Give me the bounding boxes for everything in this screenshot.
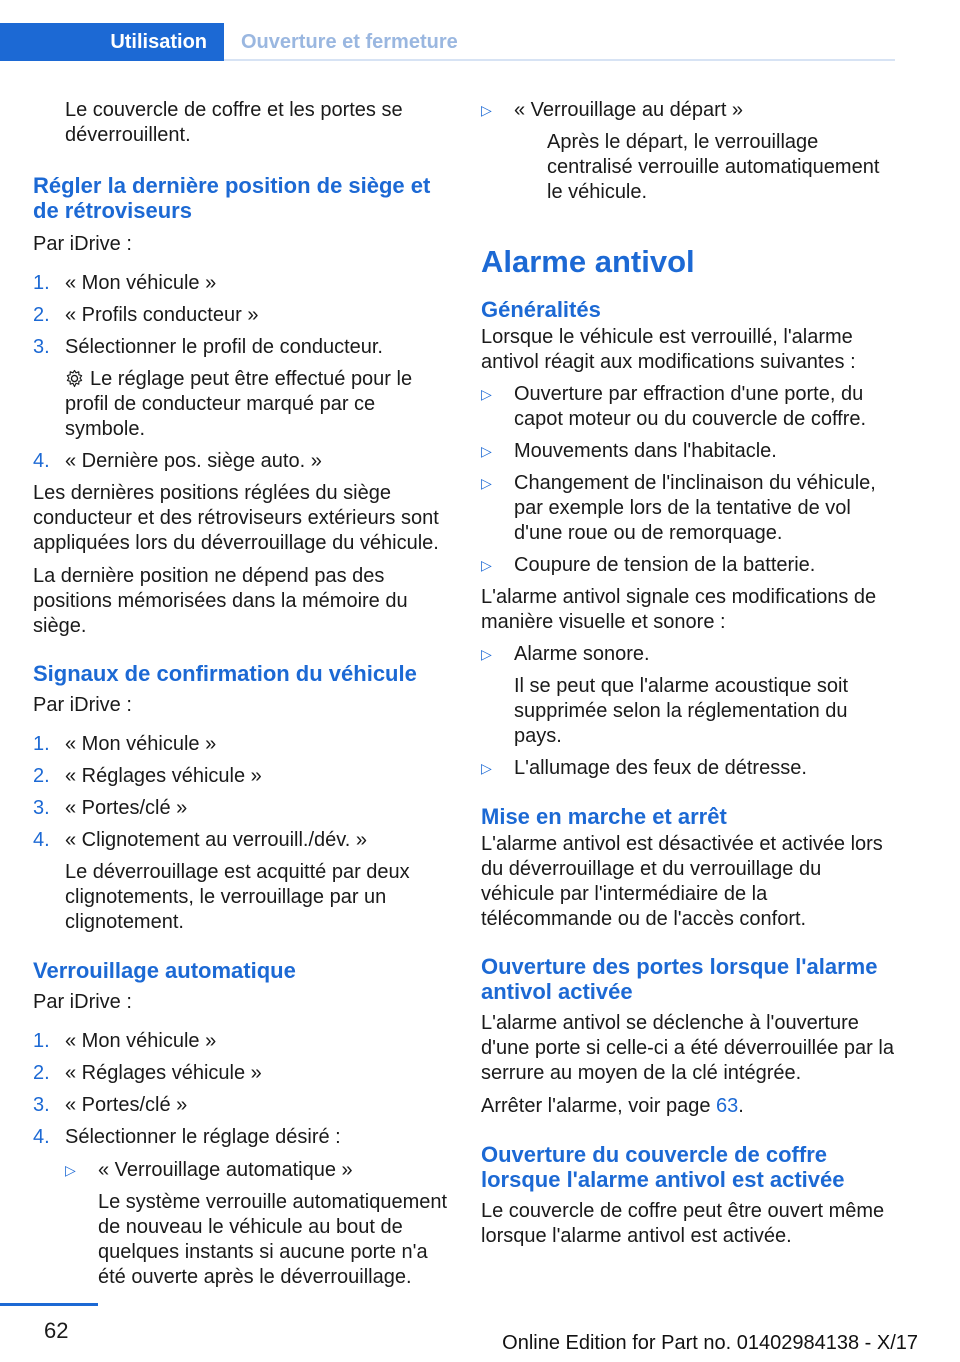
triangle-bullet-icon: ▷	[481, 646, 492, 662]
numbered-list	[33, 1029, 448, 1290]
bullet-item: ▷ Ouverture par effraction d'une porte, du capot moteur ou du couvercle de coffre.	[481, 383, 867, 430]
section-title-seat-position: Régler la dernière position de siège et de rétroviseurs	[33, 173, 431, 223]
section-title-on-off: Mise en marche et arrêt	[481, 804, 727, 829]
section-lead: Par iDrive :	[33, 694, 132, 716]
triangle-bullet-icon: ▷	[481, 102, 492, 118]
tab-utilisation[interactable]: Utilisation	[0, 23, 224, 61]
gear-icon	[65, 369, 84, 388]
triangle-bullet-icon: ▷	[481, 475, 492, 491]
paragraph: La dernière position ne dépend pas des positions mémorisées dans la mémoire du siège.	[33, 565, 408, 637]
paragraph: L'alarme antivol se déclenche à l'ouverture d'une porte si celle-ci a été déverrouillée par la serrure au moyen de la clé intégrée.	[481, 1012, 894, 1084]
bullet-item: ▷ « Verrouillage automatique »	[65, 1159, 353, 1181]
page-link[interactable]: 63	[716, 1095, 739, 1117]
section-title-confirmation: Signaux de confirmation du véhicule	[33, 661, 417, 686]
paragraph: Les dernières positions réglées du siège conducteur et des rétroviseurs extérieurs sont appliquées lors du déverrouillage du véhicule.	[33, 482, 439, 554]
right-column	[481, 98, 899, 1249]
triangle-bullet-icon: ▷	[481, 443, 492, 459]
tab-underline	[224, 59, 895, 61]
page-number: 62	[44, 1318, 69, 1343]
section-title-general: Généralités	[481, 297, 601, 322]
intro-text: Le couvercle de coffre et les portes se déverrouillent.	[65, 99, 403, 146]
paragraph: L'alarme antivol signale ces modifications de manière visuelle et sonore :	[481, 586, 877, 633]
list-note: Le système verrouille automatiquement de nouveau le véhicule au bout de quelques instants si aucune porte n'a été ouverte après le déverrouillage.	[98, 1191, 448, 1288]
triangle-bullet-icon: ▷	[481, 386, 492, 402]
list-item: 1. « Mon véhicule »	[33, 1030, 217, 1052]
bullet-item: ▷ « Verrouillage au départ »	[481, 99, 744, 121]
paragraph: Lorsque le véhicule est verrouillé, l'alarme antivol réagit aux modifications suivantes :	[481, 326, 856, 373]
bullet-item: ▷ L'allumage des feux de détresse.	[481, 757, 807, 779]
section-title-auto-lock: Verrouillage automatique	[33, 958, 296, 983]
left-column	[33, 98, 448, 1290]
triangle-bullet-icon: ▷	[481, 760, 492, 776]
bullet-item: ▷ Mouvements dans l'habitacle.	[481, 440, 777, 462]
bullet-item: ▷ Alarme sonore.	[481, 643, 650, 665]
list-item: 4. Sélectionner le réglage désiré :	[33, 1126, 341, 1148]
list-item: 2. « Réglages véhicule »	[33, 765, 262, 787]
list-note: Le réglage peut être effectué pour le profil de conducteur marqué par ce symbole.	[65, 368, 413, 440]
bullet-item: ▷ Changement de l'inclinaison du véhicule, par exemple lors de la tentative de vol d'une roue ou de remorquage.	[481, 472, 876, 544]
paragraph: L'alarme antivol est désactivée et activée lors du déverrouillage et du verrouillage du véhicule par l'intermédiaire de la télécommande ou de l'accès confort.	[481, 833, 883, 930]
bullet-item: ▷ Coupure de tension de la batterie.	[481, 554, 816, 576]
numbered-list	[33, 271, 448, 474]
paragraph: Arrêter l'alarme, voir page 63.	[481, 1095, 744, 1117]
section-title-trunk: Ouverture du couvercle de coffre lorsque l'alarme antivol est activée	[481, 1142, 845, 1192]
bullet-note: Il se peut que l'alarme acoustique soit supprimée selon la réglementation du pays.	[514, 675, 849, 747]
list-item: 2. « Réglages véhicule »	[33, 1062, 262, 1084]
footer-edition: Online Edition for Part no. 01402984138 - X/17	[502, 1332, 918, 1354]
bullet-list	[481, 382, 899, 578]
bullet-note: Après le départ, le verrouillage centralisé verrouille automatiquement le véhicule.	[547, 131, 880, 203]
list-item: 2. « Profils conducteur »	[33, 304, 259, 326]
tab-ouverture-fermeture[interactable]: Ouverture et fermeture	[241, 30, 458, 53]
numbered-list	[33, 732, 448, 935]
section-lead: Par iDrive :	[33, 991, 132, 1013]
header-tabs	[0, 23, 895, 61]
list-note: Le déverrouillage est acquitté par deux clignotements, le verrouillage par un clignotement.	[65, 861, 410, 933]
list-item: 3. « Portes/clé »	[33, 1094, 188, 1116]
list-item: 3. « Portes/clé »	[33, 797, 188, 819]
list-item: 4. « Clignotement au verrouill./dév. »	[33, 829, 368, 851]
paragraph: Le couvercle de coffre peut être ouvert même lorsque l'alarme antivol est activée.	[481, 1200, 885, 1247]
section-lead: Par iDrive :	[33, 233, 132, 255]
list-item: 3. Sélectionner le profil de conducteur.	[33, 336, 383, 358]
bullet-list	[481, 642, 899, 781]
main-title: Alarme antivol	[481, 244, 695, 279]
list-item: 4. « Dernière pos. siège auto. »	[33, 450, 322, 472]
triangle-bullet-icon: ▷	[65, 1162, 76, 1178]
triangle-bullet-icon: ▷	[481, 557, 492, 573]
page-number-rule	[0, 1303, 98, 1306]
section-title-doors: Ouverture des portes lorsque l'alarme antivol activée	[481, 954, 878, 1004]
list-item: 1. « Mon véhicule »	[33, 272, 217, 294]
list-item: 1. « Mon véhicule »	[33, 733, 217, 755]
